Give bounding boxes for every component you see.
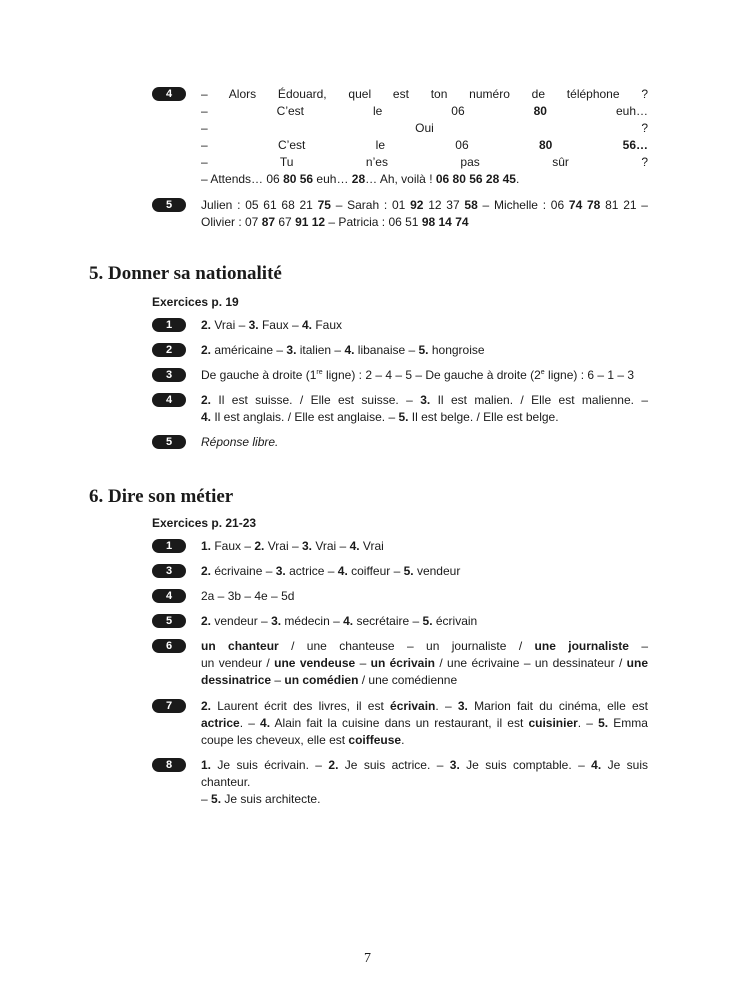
exercises-label: Exercices p. 21-23 xyxy=(152,516,257,530)
exercise-number-badge: 4 xyxy=(152,393,186,407)
exercise-number-badge: 8 xyxy=(152,758,186,772)
text-run: – Attends… 06 xyxy=(201,172,284,186)
exercise-number-badge: 4 xyxy=(152,589,186,603)
exercise-item xyxy=(152,538,648,555)
text-run: Il est belge. / Elle est belge. xyxy=(408,410,559,424)
text-run: 5. xyxy=(598,716,609,730)
exercise-item xyxy=(152,367,648,384)
text-run: – C’est le 06 xyxy=(201,138,539,152)
text-run: 3. xyxy=(248,318,259,332)
text-run: Marion fait du cinéma, elle est xyxy=(467,699,648,713)
text-run: . xyxy=(515,172,520,186)
exercise-item xyxy=(152,638,648,689)
text-run: / une écrivaine – un dessinateur / xyxy=(435,656,627,670)
answer-line xyxy=(201,715,648,732)
exercise-answer xyxy=(201,434,648,451)
text-run: Je suis chanteur. xyxy=(201,758,648,789)
text-run: écrivain xyxy=(432,614,478,628)
text-run: Alain fait la cuisine dans un restaurant, il est xyxy=(270,716,529,730)
exercise-number-badge: 4 xyxy=(152,87,186,101)
answer-line xyxy=(201,214,648,231)
text-run: 4. xyxy=(343,614,354,628)
answer-line xyxy=(201,197,648,214)
text-run: 2. xyxy=(201,699,212,713)
text-run: 3. xyxy=(420,393,431,407)
answer-line xyxy=(201,137,648,154)
text-run: 3. xyxy=(449,758,460,772)
text-run: 2. xyxy=(201,393,212,407)
text-run: – Patricia : 06 51 xyxy=(325,215,422,229)
answer-line xyxy=(201,563,648,580)
answer-line xyxy=(201,409,648,426)
text-run: – xyxy=(271,673,285,687)
text-run: Je suis écrivain. – xyxy=(211,758,329,772)
text-run: Julien : 05 61 68 21 xyxy=(201,198,318,212)
answer-line xyxy=(201,638,648,655)
text-run: 3. xyxy=(457,699,468,713)
text-run: Il est anglais. / Elle est anglaise. – xyxy=(211,410,399,424)
text-run: 5. xyxy=(418,343,429,357)
answer-line xyxy=(201,791,648,808)
text-run: 87 xyxy=(261,215,276,229)
text-run: actrice – xyxy=(285,564,338,578)
text-run: 75 xyxy=(317,198,331,212)
exercise-answer xyxy=(201,317,648,334)
exercise-item xyxy=(152,757,648,808)
text-run: – Michelle : 06 xyxy=(477,198,569,212)
text-run: Olivier : 07 xyxy=(201,215,262,229)
text-run: cuisinier xyxy=(528,716,578,730)
text-run: 5. xyxy=(398,410,409,424)
answer-line xyxy=(201,655,648,672)
text-run: 2a – 3b – 4e – 5d xyxy=(201,589,295,603)
text-run: . – xyxy=(435,699,458,713)
text-run: italien – xyxy=(296,343,345,357)
text-run: Faux xyxy=(311,318,342,332)
exercise-answer xyxy=(201,392,648,426)
text-run: 67 xyxy=(275,215,296,229)
text-run: . xyxy=(401,733,405,747)
exercise-number-badge: 7 xyxy=(152,699,186,713)
text-run: 80 56 xyxy=(283,172,314,186)
text-run: Il est suisse. / Elle est suisse. – xyxy=(211,393,421,407)
exercises-label: Exercices p. 19 xyxy=(152,295,239,309)
text-run: 3. xyxy=(275,564,286,578)
exercise-number-badge: 3 xyxy=(152,564,186,578)
exercise-number-badge: 3 xyxy=(152,368,186,382)
text-run: 1. xyxy=(201,539,212,553)
text-run: … Ah, voilà ! xyxy=(365,172,436,186)
page-number: 7 xyxy=(364,951,371,966)
text-run: dessinatrice xyxy=(201,673,272,687)
text-run: Faux – xyxy=(211,539,255,553)
answer-line xyxy=(201,86,648,103)
text-run: ligne) : 6 – 1 – 3 xyxy=(544,368,635,382)
text-run: 2. xyxy=(328,758,339,772)
text-run: 2. xyxy=(201,318,212,332)
text-run: Vrai – xyxy=(264,539,302,553)
text-run: 2. xyxy=(254,539,265,553)
answer-line xyxy=(201,434,648,451)
answer-line xyxy=(201,120,648,137)
text-run: libanaise – xyxy=(354,343,419,357)
text-run: un vendeur / xyxy=(201,656,275,670)
text-run: – xyxy=(628,639,648,653)
text-run: / une comédienne xyxy=(358,673,458,687)
text-run: Emma xyxy=(608,716,648,730)
text-run: 81 21 – xyxy=(600,198,648,212)
exercise-item xyxy=(152,434,648,451)
text-run: – Tu n’es pas sûr ? xyxy=(201,155,648,169)
text-run: un comédien xyxy=(284,673,359,687)
exercise-item xyxy=(152,698,648,749)
text-run: Il est malien. / Elle est malienne. – xyxy=(430,393,649,407)
exercise-answer xyxy=(201,757,648,808)
exercise-number-badge: 5 xyxy=(152,435,186,449)
exercise-number-badge: 2 xyxy=(152,343,186,357)
section-title-metier: 6. Dire son métier xyxy=(89,486,234,507)
exercise-answer xyxy=(201,613,648,630)
text-run: écrivaine – xyxy=(211,564,276,578)
text-run: un écrivain xyxy=(370,656,435,670)
text-run: 3. xyxy=(301,539,312,553)
answer-line xyxy=(201,171,648,188)
answer-line xyxy=(201,392,648,409)
answer-line xyxy=(201,154,648,171)
text-run: 58 xyxy=(464,198,478,212)
text-run: Vrai – xyxy=(211,318,249,332)
exercise-number-badge: 1 xyxy=(152,318,186,332)
text-run: 98 14 74 xyxy=(421,215,469,229)
exercise-number-badge: 1 xyxy=(152,539,186,553)
answer-line xyxy=(201,757,648,791)
exercise-number-badge: 5 xyxy=(152,198,186,212)
text-run: – Sarah : 01 xyxy=(330,198,411,212)
text-run: 4. xyxy=(591,758,602,772)
text-run: 3. xyxy=(286,343,297,357)
text-run: 4. xyxy=(344,343,355,357)
answer-line xyxy=(201,317,648,334)
exercise-item xyxy=(152,613,648,630)
exercise-number-badge: 5 xyxy=(152,614,186,628)
text-run: 80 56… xyxy=(538,138,648,152)
text-run: 06 80 56 28 45 xyxy=(435,172,516,186)
answer-line xyxy=(201,342,648,359)
answer-line xyxy=(201,613,648,630)
text-run: 3. xyxy=(271,614,282,628)
answer-line xyxy=(201,698,648,715)
text-run: 4. xyxy=(201,410,212,424)
text-run: euh… xyxy=(313,172,352,186)
text-run: coiffeuse xyxy=(348,733,402,747)
text-run: 2. xyxy=(201,343,212,357)
exercise-item xyxy=(152,588,648,605)
text-run: 2. xyxy=(201,564,212,578)
text-run: une xyxy=(626,656,649,670)
exercise-answer xyxy=(201,538,648,555)
exercise-answer xyxy=(201,698,648,749)
text-run: vendeur – xyxy=(211,614,272,628)
text-run: 91 12 xyxy=(295,215,326,229)
exercise-answer xyxy=(201,86,648,188)
exercise-answer xyxy=(201,342,648,359)
text-run: Faux – xyxy=(258,318,302,332)
exercise-answer xyxy=(201,563,648,580)
text-run: – xyxy=(201,792,212,806)
text-run: ligne) : 2 – 4 – 5 – De gauche à droite (2 xyxy=(322,368,541,382)
text-run: – Oui ? xyxy=(201,121,648,135)
text-run: / une chanteuse – un journaliste / xyxy=(278,639,535,653)
text-run: écrivain xyxy=(390,699,436,713)
text-run: 12 37 xyxy=(423,198,465,212)
text-run: coiffeur – xyxy=(347,564,404,578)
text-run: une journaliste xyxy=(534,639,629,653)
text-run: hongroise xyxy=(428,343,485,357)
text-run: vendeur xyxy=(413,564,461,578)
text-run: 74 78 xyxy=(568,198,601,212)
exercise-item xyxy=(152,197,648,231)
text-run: Vrai xyxy=(359,539,384,553)
answer-line xyxy=(201,588,648,605)
text-run: – C’est le 06 xyxy=(201,104,534,118)
text-run: américaine – xyxy=(211,343,287,357)
exercise-number-badge: 6 xyxy=(152,639,186,653)
section-title-nationalite: 5. Donner sa nationalité xyxy=(89,263,282,284)
text-run: 5. xyxy=(211,792,222,806)
text-run: secrétaire – xyxy=(353,614,423,628)
text-run: une vendeuse xyxy=(274,656,356,670)
exercise-item xyxy=(152,342,648,359)
exercise-item xyxy=(152,317,648,334)
text-run: – Alors Édouard, quel est ton numéro de téléphone ? xyxy=(201,87,648,101)
text-run: re xyxy=(316,369,323,376)
text-run: e xyxy=(540,369,545,376)
text-run: un chanteur xyxy=(201,639,279,653)
text-run: 28 xyxy=(351,172,366,186)
text-run: 4. xyxy=(260,716,271,730)
answer-line xyxy=(201,103,648,120)
text-run: – xyxy=(355,656,371,670)
text-run: Je suis architecte. xyxy=(221,792,321,806)
answer-line xyxy=(201,367,648,384)
exercise-item xyxy=(152,86,648,188)
text-run: 4. xyxy=(349,539,360,553)
text-run: Laurent écrit des livres, il est xyxy=(211,699,391,713)
exercise-item xyxy=(152,392,648,426)
text-run: 1. xyxy=(201,758,212,772)
text-run: Je suis actrice. – xyxy=(338,758,450,772)
text-run: euh… xyxy=(546,104,648,118)
text-run: 92 xyxy=(410,198,424,212)
exercise-answer xyxy=(201,367,648,384)
exercise-answer xyxy=(201,588,648,605)
text-run: Réponse libre. xyxy=(201,435,279,449)
text-run: actrice xyxy=(201,716,240,730)
text-run: coupe les cheveux, elle est xyxy=(201,733,349,747)
text-run: 5. xyxy=(422,614,433,628)
answer-line xyxy=(201,538,648,555)
text-run: 2. xyxy=(201,614,212,628)
answer-line xyxy=(201,732,648,749)
text-run: . – xyxy=(577,716,599,730)
exercise-answer xyxy=(201,197,648,231)
text-run: De gauche à droite (1 xyxy=(201,368,317,382)
exercise-answer xyxy=(201,638,648,689)
text-run: Vrai – xyxy=(311,539,350,553)
answer-line xyxy=(201,672,648,689)
text-run: 4. xyxy=(301,318,312,332)
exercise-item xyxy=(152,563,648,580)
text-run: 5. xyxy=(403,564,414,578)
text-run: 80 xyxy=(533,104,547,118)
text-run: Je suis comptable. – xyxy=(459,758,592,772)
text-run: 4. xyxy=(337,564,348,578)
text-run: médecin – xyxy=(281,614,344,628)
text-run: . – xyxy=(239,716,261,730)
